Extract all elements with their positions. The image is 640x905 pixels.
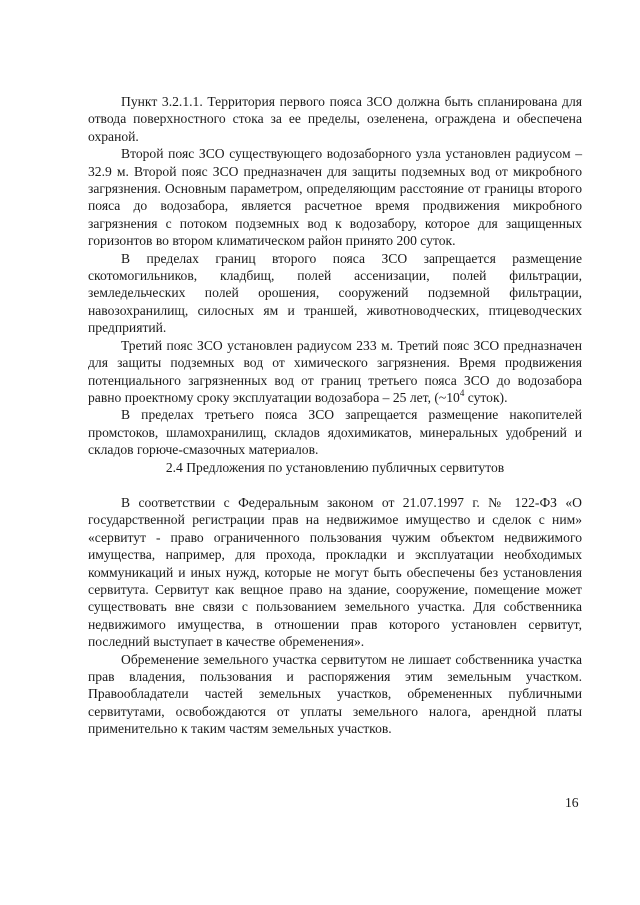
paragraph-servitude-law: В соответствии с Федеральным законом от 21.07.1997 г. № 122-ФЗ «О государственной регистрации прав на недвижимое имущество и сделок с ним» «сервитут - право ограниченного пользования чужим объектом недвижимого имущества, например, для прохода, прокладки и эксплуатации необходимых коммуникаций и иных нужд, которые не могут быть обеспечены без установления сервитута. Сервитут как вещное право на здание, сооружение, помещение может существовать вне связи с пользованием земельного участка. Для собственника недвижимого имущества, в отношении прав которого установлен сервитут, последний выступает в качестве обременения». <box>88 494 582 650</box>
paragraph-second-belt-prohibitions: В пределах границ второго пояса ЗСО запрещается размещение скотомогильников, кладбищ, полей ассенизации, полей фильтрации, земледельческих полей орошения, сооружений подземной фильтрации, навозохранилищ, силосных ям и траншей, животноводческих, птицеводческих предприятий. <box>88 250 582 336</box>
exponent: 4 <box>459 387 465 398</box>
section-heading: 2.4 Предложения по установлению публичных сервитутов <box>165 459 505 475</box>
third-belt-text-end: суток). <box>464 389 508 405</box>
document-page <box>88 93 582 738</box>
paragraph-second-belt: Второй пояс ЗСО существующего водозаборного узла установлен радиусом – 32.9 м. Второй пояс ЗСО предназначен для защиты подземных вод от микробного загрязнения. Основным параметром, определяющим расстояние от границы второго пояса до водозабора, является расчетное время продвижения микробного загрязнения с потоком подземных вод к водозабору, которое для защищенных горизонтов во втором климатическом район принято 200 суток. <box>88 146 582 249</box>
paragraph-encumbrance: Обременение земельного участка сервитутом не лишает собственника участка прав владения, пользования и распоряжения этим земельным участком. Правообладатели частей земельных участков, обремененных публичными сервитутами, освобождаются от уплаты земельного налога, арендной платы применительно к таким частям земельных участков. <box>88 651 582 737</box>
page-number: 16 <box>565 795 579 810</box>
paragraph-third-belt <box>88 337 582 407</box>
paragraph-third-belt-prohibitions: В пределах третьего пояса ЗСО запрещается размещение накопителей промстоков, шламохранилищ, складов ядохимикатов, минеральных удобрений и складов горюче-смазочных материалов. <box>88 407 582 458</box>
paragraph-first-belt: Пункт 3.2.1.1. Территория первого пояса ЗСО должна быть спланирована для отвода поверхностного стока за ее пределы, озеленена, ограждена и обеспечена охраной. <box>88 94 582 144</box>
third-belt-text: Третий пояс ЗСО установлен радиусом 233 м. Третий пояс ЗСО предназначен для защиты подземных вод от химического загрязнения. Время продвижения потенциального загрязненных вод от границ третьего пояса ЗСО до водозабора равно проектному сроку эксплуатации водозабора – 25 лет, (~10 <box>88 337 582 405</box>
